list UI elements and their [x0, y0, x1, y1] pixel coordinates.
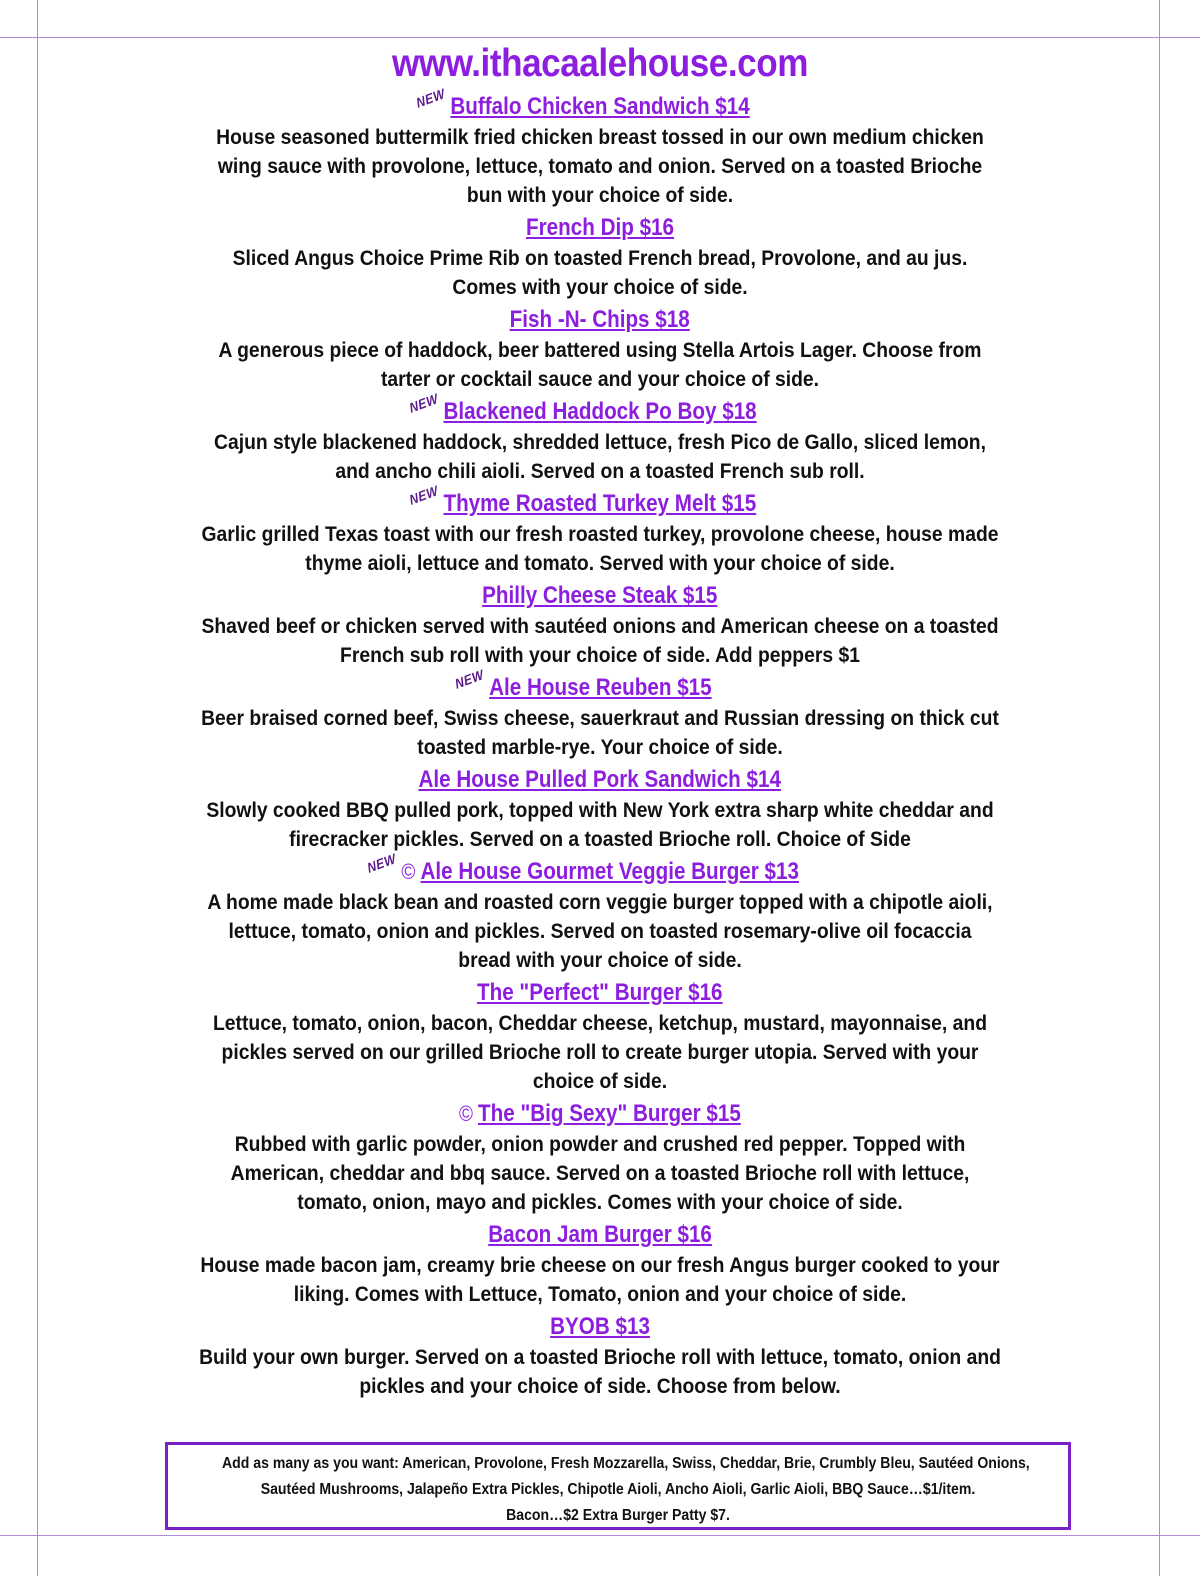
menu-item — [160, 1098, 1040, 1217]
menu-item-title-row — [160, 764, 1040, 795]
copyright-icon: © — [401, 859, 416, 884]
description-line: French sub roll with your choice of side. Add peppers $1 — [340, 644, 860, 667]
crop-line-top — [0, 37, 1200, 38]
menu-item-description — [177, 612, 1023, 670]
menu-item-name: BYOB $13 — [550, 1313, 650, 1340]
description-line: wing sauce with provolone, lettuce, tomato and onion. Served on a toasted Brioche — [217, 155, 983, 178]
addons-line: Bacon…$2 Extra Burger Patty $7. — [506, 1507, 730, 1524]
crop-line-bottom — [0, 1535, 1200, 1536]
website-url: www.ithacaalehouse.com — [392, 42, 808, 85]
menu-item-title[interactable] — [482, 580, 717, 611]
description-line: and ancho chili aioli. Served on a toasted French sub roll. — [335, 460, 865, 483]
menu-item-name: Ale House Reuben $15 — [488, 674, 712, 701]
menu-item-name: French Dip $16 — [526, 214, 674, 241]
new-badge: NEW — [365, 850, 398, 876]
description-line: bread with your choice of side. — [458, 949, 742, 972]
menu-item — [160, 1219, 1040, 1309]
menu-item-title[interactable] — [407, 482, 757, 519]
description-line: Shaved beef or chicken served with sautéed onions and American cheese on a toasted — [201, 615, 999, 638]
menu-item-title-row — [160, 666, 1040, 703]
menu-item-title-row — [160, 850, 1040, 887]
menu-item-description — [177, 520, 1023, 578]
menu-item-title[interactable] — [419, 764, 781, 795]
menu-item-title[interactable] — [477, 977, 723, 1008]
addons-line: Add as many as you want: American, Provolone, Fresh Mozzarella, Swiss, Cheddar, Brie, Crumbly Bleu, Sautéed Onions, — [222, 1455, 1030, 1472]
menu-item — [160, 977, 1040, 1096]
menu-item-name: Ale House Pulled Pork Sandwich $14 — [418, 766, 782, 793]
menu-item — [160, 482, 1040, 578]
description-line: firecracker pickles. Served on a toasted Brioche roll. Choice of Side — [289, 828, 911, 851]
description-line: choice of side. — [532, 1070, 668, 1093]
menu-item-name: Buffalo Chicken Sandwich $14 — [450, 93, 750, 120]
addons-box — [165, 1442, 1071, 1530]
menu-item-description — [177, 1130, 1023, 1217]
menu-item-title-row — [160, 212, 1040, 243]
menu-item-title[interactable] — [407, 390, 757, 427]
menu-item-title-row — [160, 390, 1040, 427]
menu-item — [160, 580, 1040, 670]
menu-item-description — [177, 796, 1023, 854]
description-line: tarter or cocktail sauce and your choice of side. — [380, 368, 820, 391]
description-line: bun with your choice of side. — [466, 184, 734, 207]
menu-item — [160, 1311, 1040, 1401]
description-line: pickles served on our grilled Brioche roll to create burger utopia. Served with your — [221, 1041, 979, 1064]
menu-item-title[interactable] — [365, 850, 799, 887]
menu-item-name: Blackened Haddock Po Boy $18 — [443, 398, 757, 425]
description-line: pickles and your choice of side. Choose from below. — [359, 1375, 841, 1398]
menu-item-title-row — [160, 1311, 1040, 1342]
description-line: A home made black bean and roasted corn veggie burger topped with a chipotle aioli, — [207, 891, 993, 914]
menu-page — [160, 40, 1040, 1403]
description-line: lettuce, tomato, onion and pickles. Served on toasted rosemary-olive oil focaccia — [228, 920, 972, 943]
menu-item-title-row — [160, 977, 1040, 1008]
menu-item-title[interactable] — [459, 1098, 741, 1129]
description-line: Comes with your choice of side. — [452, 276, 748, 299]
description-line: House seasoned buttermilk fried chicken breast tossed in our own medium chicken — [216, 126, 984, 149]
menu-item-name: Philly Cheese Steak $15 — [482, 582, 718, 609]
description-line: A generous piece of haddock, beer battered using Stella Artois Lager. Choose from — [218, 339, 982, 362]
menu-item-description — [177, 336, 1023, 394]
new-badge: NEW — [407, 390, 440, 416]
menu-item-title[interactable] — [414, 85, 750, 122]
menu-item — [160, 666, 1040, 762]
menu-item-description — [177, 1009, 1023, 1096]
description-line: Lettuce, tomato, onion, bacon, Cheddar cheese, ketchup, mustard, mayonnaise, and — [212, 1012, 988, 1035]
new-badge: NEW — [407, 482, 440, 508]
menu-item-name: The "Perfect" Burger $16 — [477, 979, 723, 1006]
menu-item — [160, 764, 1040, 854]
menu-item-title[interactable] — [452, 666, 712, 703]
description-line: tomato, onion, mayo and pickles. Comes with your choice of side. — [297, 1191, 903, 1214]
menu-item-title-row — [160, 580, 1040, 611]
crop-line-right — [1159, 0, 1160, 1576]
new-badge: NEW — [414, 85, 447, 111]
description-line: Rubbed with garlic powder, onion powder and crushed red pepper. Topped with — [234, 1133, 966, 1156]
menu-item-description — [177, 1251, 1023, 1309]
copyright-icon: © — [459, 1101, 474, 1126]
menu-item-description — [177, 888, 1023, 975]
menu-item — [160, 850, 1040, 975]
menu-item-title-row — [160, 85, 1040, 122]
menu-item-title[interactable] — [550, 1311, 650, 1342]
menu-item-name: Fish -N- Chips $18 — [509, 306, 691, 333]
menu-item-description — [177, 704, 1023, 762]
description-line: Sliced Angus Choice Prime Rib on toasted French bread, Provolone, and au jus. — [232, 247, 968, 270]
menu-item-description — [177, 428, 1023, 486]
description-line: Cajun style blackened haddock, shredded lettuce, fresh Pico de Gallo, sliced lemon, — [214, 431, 986, 454]
description-line: House made bacon jam, creamy brie cheese on our fresh Angus burger cooked to your — [200, 1254, 1000, 1277]
description-line: Garlic grilled Texas toast with our fresh roasted turkey, provolone cheese, house made — [201, 523, 999, 546]
description-line: American, cheddar and bbq sauce. Served on a toasted Brioche roll with lettuce, — [230, 1162, 970, 1185]
menu-item-description — [177, 123, 1023, 210]
menu-item-description — [177, 1343, 1023, 1401]
menu-item-name: Bacon Jam Burger $16 — [488, 1221, 712, 1248]
menu-item-title-row — [160, 304, 1040, 335]
menu-item-title-row — [160, 1219, 1040, 1250]
menu-item-title[interactable] — [526, 212, 674, 243]
menu-item — [160, 304, 1040, 394]
menu-item-list — [160, 85, 1040, 1401]
description-line: Build your own burger. Served on a toasted Brioche roll with lettuce, tomato, onion and — [199, 1346, 1001, 1369]
menu-item-description — [177, 244, 1023, 302]
menu-item-name: Thyme Roasted Turkey Melt $15 — [443, 490, 757, 517]
description-line: thyme aioli, lettuce and tomato. Served with your choice of side. — [305, 552, 895, 575]
menu-item-title[interactable] — [510, 304, 690, 335]
crop-line-left — [37, 0, 38, 1576]
menu-item-name: Ale House Gourmet Veggie Burger $13 — [420, 858, 799, 885]
description-line: Slowly cooked BBQ pulled pork, topped with New York extra sharp white cheddar and — [206, 799, 994, 822]
menu-item-title-row — [160, 1098, 1040, 1129]
menu-item-name: The "Big Sexy" Burger $15 — [478, 1100, 741, 1127]
menu-item — [160, 212, 1040, 302]
new-badge: NEW — [452, 666, 485, 692]
description-line: liking. Comes with Lettuce, Tomato, onion and your choice of side. — [293, 1283, 907, 1306]
description-line: toasted marble-rye. Your choice of side. — [417, 736, 783, 759]
menu-item — [160, 85, 1040, 210]
menu-item-title[interactable] — [488, 1219, 712, 1250]
menu-item — [160, 390, 1040, 486]
menu-item-title-row — [160, 482, 1040, 519]
description-line: Beer braised corned beef, Swiss cheese, sauerkraut and Russian dressing on thick cut — [201, 707, 999, 730]
addons-line: Sautéed Mushrooms, Jalapeño Extra Pickles, Chipotle Aioli, Ancho Aioli, Garlic Aioli, BBQ Sauce…$1/item. — [260, 1481, 976, 1498]
